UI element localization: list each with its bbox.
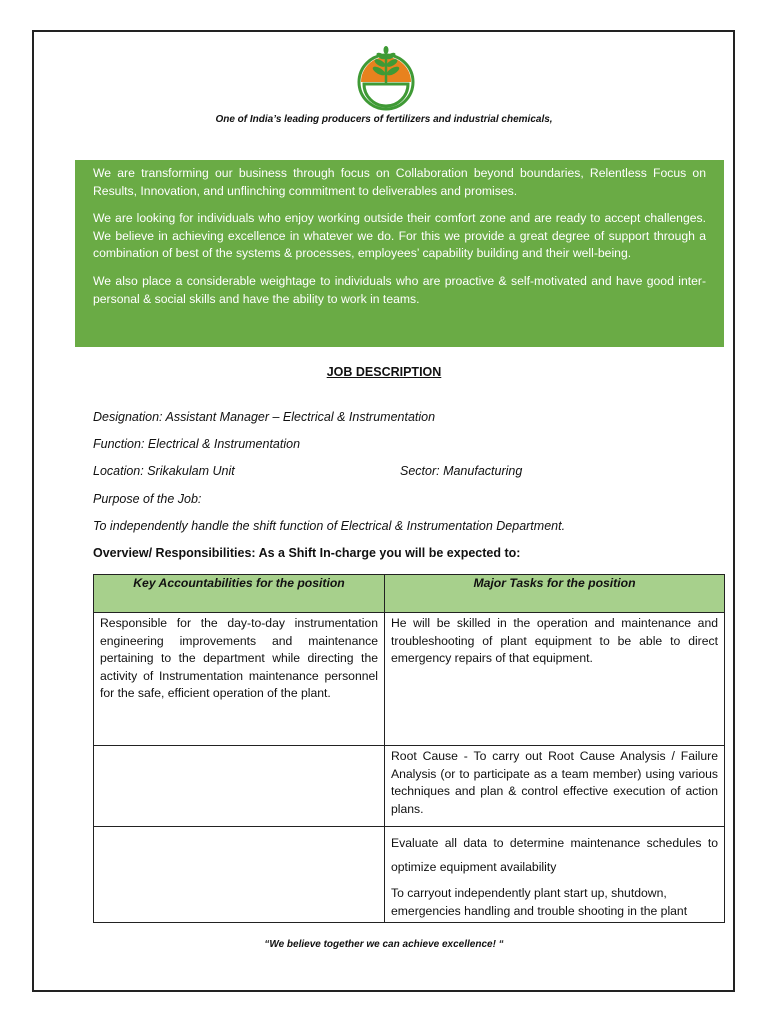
responsibilities-table (93, 574, 725, 923)
table-cell: He will be skilled in the operation and maintenance and troubleshooting of plant equipment to be able to direct emergency repairs of that equipment. (385, 613, 725, 746)
table-cell: Root Cause - To carry out Root Cause Analysis / Failure Analysis (or to participate as a team member) using various techniques and plan & control effective execution of action plans. (385, 746, 725, 827)
table-row (94, 613, 725, 746)
task-text: To carryout independently plant start up, shutdown, emergencies handling and trouble shooting in the plant (391, 886, 688, 918)
sector-field: Sector: Manufacturing (400, 464, 523, 478)
table-header-row (94, 575, 725, 613)
table-cell (385, 827, 725, 923)
intro-paragraph-1: We are transforming our business through focus on Collaboration beyond boundaries, Relentless Focus on Results, Innovation, and unflinching commitment to deliverables and promises. (93, 166, 706, 198)
function-field: Function: Electrical & Instrumentation (93, 437, 301, 451)
intro-paragraph-2: We are looking for individuals who enjoy working outside their comfort zone and are ready to accept challenges. We believe in achieving excellence in whatever we do. For this we provide a great degree of support through a combination of best of the systems & processes, employees’ capability building and their well-being. (93, 211, 706, 261)
location-field: Location: Srikakulam Unit (93, 464, 235, 478)
intro-box (75, 160, 724, 347)
table-header-accountabilities: Key Accountabilities for the position (94, 575, 385, 613)
purpose-text: To independently handle the shift function of Electrical & Instrumentation Department. (93, 519, 566, 533)
company-logo-icon (356, 44, 416, 112)
job-description-title: JOB DESCRIPTION (326, 365, 442, 379)
table-cell (94, 746, 385, 827)
table-cell (94, 827, 385, 923)
task-text: Evaluate all data to determine maintenance schedules to optimize equipment availability (391, 836, 718, 874)
intro-paragraph-3: We also place a considerable weightage to individuals who are proactive & self-motivated and have good inter-personal & social skills and have the ability to work in teams. (93, 273, 706, 306)
company-tagline: One of India’s leading producers of fertilizers and industrial chemicals, (215, 114, 553, 125)
table-header-tasks: Major Tasks for the position (385, 575, 725, 613)
table-row (94, 746, 725, 827)
purpose-label: Purpose of the Job: (93, 492, 202, 506)
designation-field: Designation: Assistant Manager – Electrical & Instrumentation (93, 410, 436, 424)
overview-heading: Overview/ Responsibilities: As a Shift In-charge you will be expected to: (93, 546, 521, 560)
table-cell: Responsible for the day-to-day instrumentation engineering improvements and maintenance pertaining to the department while directing the activity of Instrumentation maintenance personnel for the safe, efficient operation of the plant. (94, 613, 385, 746)
table-row (94, 827, 725, 923)
closing-quote: “We believe together we can achieve excellence! “ (264, 939, 504, 950)
